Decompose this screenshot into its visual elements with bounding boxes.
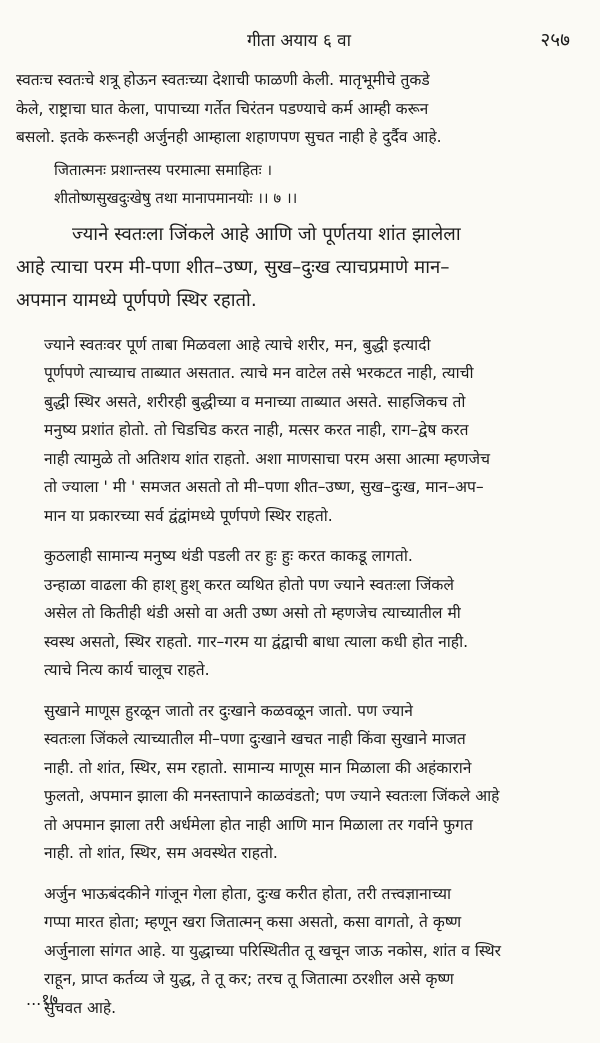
verse-line: शीतोष्णसुखदुःखेषु तथा मानापमानयोः ।। ७ ।। — [54, 188, 298, 207]
text-line: बुद्धी स्थिर असते, शरीरही बुद्धीच्या व मनाच्या ताब्यात असते. साहजिकच तो — [44, 392, 466, 411]
sanskrit-verse — [54, 156, 582, 212]
translation-line: अपमान यामध्ये पूर्णपणे स्थिर रहातो. — [16, 289, 257, 311]
text-line: नाही त्यामुळे तो अतिशय शांत राहतो. अशा माणसाचा परम असा आत्मा म्हणजेच — [44, 449, 491, 468]
text-line: पूर्णपणे त्याच्याच ताब्यात असतात. त्याचे मन वाटेल तसे भरकटत नाही, त्याची — [44, 364, 474, 382]
paragraph-commentary-2 — [16, 542, 582, 685]
text-line: तो अपमान झाला तरी अर्धमेला होत नाही आणि मान मिळाला तर गर्वाने फुगत — [44, 815, 473, 834]
text-line: बसलो. इतके करूनही अर्जुनही आम्हाला शहाणपण सुचत नाही हे दुर्दैव आहे. — [16, 128, 442, 146]
running-title: गीता अयाय ६ वा — [246, 31, 352, 51]
text-line: त्याचे नित्य कार्य चालूच राहते. — [44, 661, 210, 679]
text-line: फुलतो, अपमान झाला की मनस्तापाने काळवंडतो; पण ज्याने स्वतःला जिंकले आहे — [44, 787, 500, 805]
verse-line: जितात्मनः प्रशान्तस्य परमात्मा समाहितः । — [54, 160, 273, 179]
text-line: ज्याने स्वतःवर पूर्ण ताबा मिळवला आहे त्याचे शरीर, मन, बुद्धी इत्यादी — [44, 335, 431, 354]
paragraph-commentary-1 — [16, 331, 582, 531]
text-line: अर्जुन भाऊबंदकीने गांजून गेला होता, दुःख करीत होता, तरी तत्त्वज्ञानाच्या — [44, 884, 452, 903]
verse-translation — [16, 218, 582, 317]
signature-mark: ...१७ — [26, 990, 58, 1009]
paragraph-intro — [16, 66, 582, 152]
text-line: मान या प्रकारच्या सर्व द्वंद्वांमध्ये पूर्णपणे स्थिर राहतो. — [44, 506, 333, 525]
text-line: कुठलाही सामान्य मनुष्य थंडी पडली तर हुः हुः करत काकडू लागतो. — [44, 547, 413, 565]
text-line: उन्हाळा वाढला की हाश् हुश् करत व्यथित होतो पण ज्याने स्वतःला जिंकले — [44, 575, 454, 594]
text-line: राहून, प्राप्त कर्तव्य जे युद्ध, ते तू कर; तरच तू जितात्मा ठरशील असे कृष्ण — [44, 970, 454, 988]
text-line: अर्जुनाला सांगत आहे. या युद्धाच्या परिस्थितीत तू खचून जाऊ नकोस, शांत व स्थिर — [44, 941, 501, 960]
translation-line: आहे त्याचा परम मी-पणा शीत–उष्ण, सुख–दुःख त्याचप्रमाणे मान– — [16, 256, 450, 278]
paragraph-commentary-4 — [16, 880, 582, 1023]
text-line: स्वतःच स्वतःचे शत्रू होऊन स्वतःच्या देशाची फाळणी केली. मातृभूमीचे तुकडे — [16, 71, 430, 89]
text-line: स्वस्थ असतो, स्थिर राहतो. गार–गरम या द्वंद्वाची बाधा त्याला कधी होत नाही. — [44, 632, 469, 651]
page-header — [16, 22, 582, 56]
text-line: नाही. तो शांत, स्थिर, सम रहातो. सामान्य माणूस मान मिळाला की अहंकाराने — [44, 758, 472, 777]
page-number: २५७ — [540, 29, 570, 51]
text-line: केले, राष्ट्राचा घात केला, पापाच्या गर्तेत चिरंतन पडण्याचे कर्म आम्ही करून — [16, 99, 429, 118]
text-line: गप्पा मारत होता; म्हणून खरा जितात्मन् कसा असतो, कसा वागतो, ते कृष्ण — [44, 913, 462, 931]
translation-line: ज्याने स्वतःला जिंकले आहे आणि जो पूर्णतया शांत झालेला — [72, 223, 461, 245]
text-line: असेल तो कितीही थंडी असो वा अती उष्ण असो तो म्हणजेच त्याच्यातील मी — [44, 604, 461, 622]
text-line: स्वतःला जिंकले त्याच्यातील मी–पणा दुःखाने खचत नाही किंवा सुखाने माजत — [44, 730, 466, 748]
text-line: तो ज्याला ' मी ' समजत असतो तो मी–पणा शीत–उष्ण, सुख–दुःख, मान–अप– — [44, 478, 484, 496]
paragraph-commentary-3 — [16, 697, 582, 868]
text-line: मनुष्य प्रशांत होतो. तो चिडचिड करत नाही, मत्सर करत नाही, राग–द्वेष करत — [44, 421, 469, 439]
text-line: सुचवत आहे. — [44, 998, 117, 1017]
text-line: नाही. तो शांत, स्थिर, सम अवस्थेत राहतो. — [44, 844, 278, 862]
text-line: सुखाने माणूस हुरळून जातो तर दुःखाने कळवळून जातो. पण ज्याने — [44, 701, 413, 720]
